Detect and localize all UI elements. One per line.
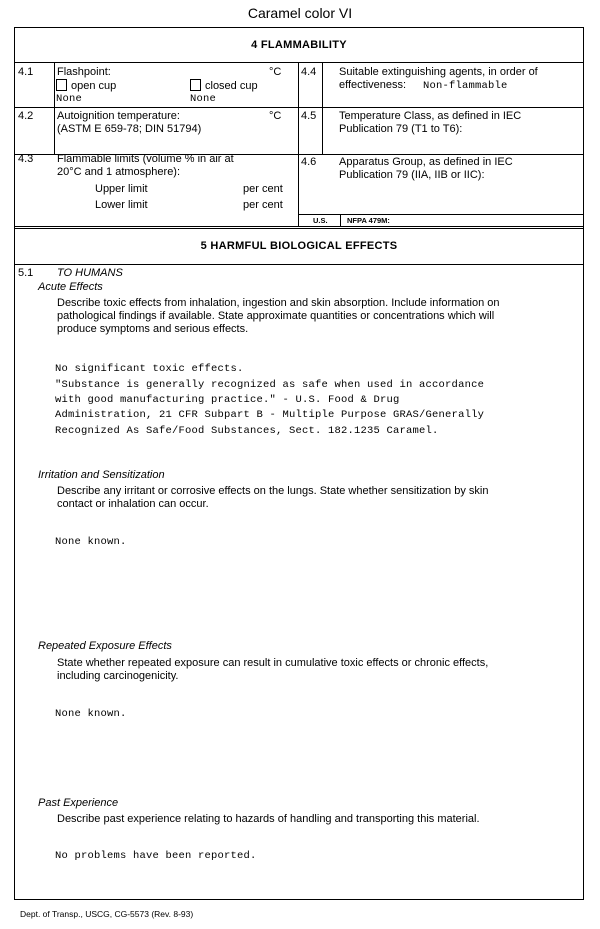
divider: [14, 228, 584, 229]
flashpoint-unit: °C: [269, 66, 282, 78]
temperature-class-label: Temperature Class, as defined in IEC: [339, 110, 522, 122]
form-footer: Dept. of Transp., USCG, CG-5573 (Rev. 8-93): [20, 909, 194, 919]
section-4-header: 4 FLAMMABILITY: [251, 39, 347, 51]
repeated-instructions-1: State whether repeated exposure can result in cumulative toxic effects or chronic effects,: [57, 657, 489, 669]
upper-limit-unit: per cent: [243, 183, 283, 195]
apparatus-group-label-2: Publication 79 (IIA, IIB or IIC):: [339, 169, 485, 181]
acute-effects-heading: Acute Effects: [38, 281, 103, 293]
closed-cup-checkbox[interactable]: [190, 79, 201, 91]
section-number: 5.1: [18, 267, 34, 279]
irritation-instructions-1: Describe any irritant or corrosive effects on the lungs. State whether sensitization by skin: [57, 485, 489, 497]
nfpa-label: NFPA 479M:: [347, 216, 390, 225]
us-divider: [340, 214, 341, 226]
acute-response-1: No significant toxic effects.: [55, 363, 244, 375]
divider: [14, 226, 584, 227]
autoignition-unit: °C: [269, 110, 282, 122]
number-column-divider-right: [322, 62, 323, 154]
repeated-response: None known.: [55, 708, 127, 720]
repeated-instructions-2: including carcinogenicity.: [57, 670, 179, 682]
number-column-divider: [54, 62, 55, 154]
acute-instructions-2: pathological findings if available. State approximate quantities or concentrations which will: [57, 310, 495, 322]
flammable-limits-label-2: 20°C and 1 atmosphere):: [57, 166, 181, 178]
past-experience-heading: Past Experience: [38, 797, 119, 809]
autoignition-standard: (ASTM E 659-78; DIN 51794): [57, 123, 202, 135]
divider: [298, 107, 584, 108]
irritation-heading: Irritation and Sensitization: [38, 469, 165, 481]
open-cup-checkbox[interactable]: [56, 79, 67, 91]
extinguishing-label: Suitable extinguishing agents, in order of: [339, 66, 538, 78]
irritation-instructions-2: contact or inhalation can occur.: [57, 498, 209, 510]
divider: [14, 107, 298, 108]
extinguishing-label-2: effectiveness:: [339, 79, 407, 91]
irritation-response: None known.: [55, 536, 127, 548]
field-number: 4.6: [301, 156, 317, 168]
lower-limit-label: Lower limit: [95, 199, 148, 211]
acute-response-3: with good manufacturing practice." - U.S. Food & Drug: [55, 394, 400, 406]
column-divider: [298, 62, 299, 226]
open-cup-option[interactable]: open cup: [56, 79, 116, 93]
extinguishing-value: Non-flammable: [423, 80, 508, 92]
acute-response-4: Administration, 21 CFR Subpart B - Multiple Purpose GRAS/Generally: [55, 409, 485, 421]
closed-cup-value: None: [190, 93, 217, 105]
divider: [14, 62, 584, 63]
open-cup-value: None: [56, 93, 83, 105]
flashpoint-label: Flashpoint:: [57, 66, 111, 78]
flammable-limits-label: Flammable limits (volume % in air at: [57, 153, 234, 165]
divider: [14, 264, 584, 265]
acute-instructions-3: produce symptoms and serious effects.: [57, 323, 249, 335]
temperature-class-label-2: Publication 79 (T1 to T6):: [339, 123, 463, 135]
repeated-exposure-heading: Repeated Exposure Effects: [38, 640, 172, 652]
document-title: Caramel color VI: [247, 5, 353, 21]
autoignition-label: Autoignition temperature:: [57, 110, 180, 122]
acute-response-5: Recognized As Safe/Food Substances, Sect. 182.1235 Caramel.: [55, 425, 439, 437]
closed-cup-option[interactable]: closed cup: [190, 79, 258, 93]
us-label: U.S.: [313, 216, 328, 225]
past-response: No problems have been reported.: [55, 850, 257, 862]
field-number: 4.2: [18, 110, 34, 122]
acute-response-2: "Substance is generally recognized as safe when used in accordance: [55, 379, 485, 391]
field-number: 4.1: [18, 66, 34, 78]
section-5-header: 5 HARMFUL BIOLOGICAL EFFECTS: [200, 240, 398, 252]
acute-instructions-1: Describe toxic effects from inhalation, ingestion and skin absorption. Include information on: [57, 297, 500, 309]
field-number: 4.3: [18, 153, 34, 165]
field-number: 4.4: [301, 66, 317, 78]
upper-limit-label: Upper limit: [95, 183, 148, 195]
past-instructions: Describe past experience relating to hazards of handling and transporting this material.: [57, 813, 480, 825]
field-number: 4.5: [301, 110, 317, 122]
apparatus-group-label: Apparatus Group, as defined in IEC: [339, 156, 513, 168]
to-humans-heading: TO HUMANS: [57, 267, 123, 279]
lower-limit-unit: per cent: [243, 199, 283, 211]
